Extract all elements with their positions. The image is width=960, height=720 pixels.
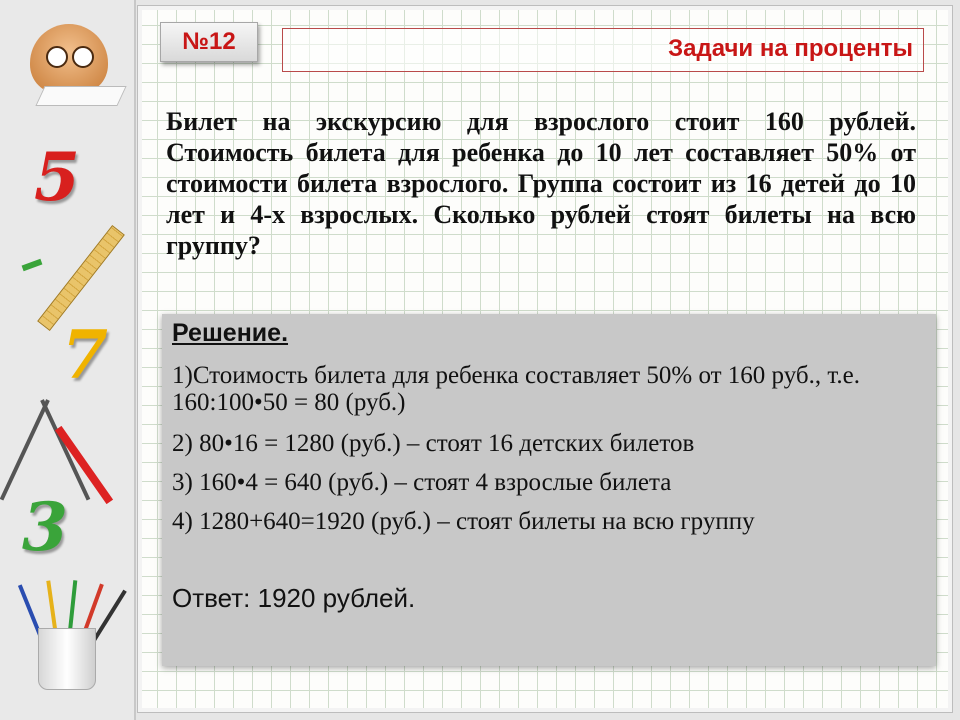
- digit-seven-icon: 7: [62, 316, 108, 394]
- solution-step-1: 1)Стоимость билета для ребенка составляет 50% от 160 руб., т.е. 160:100•50 = 80 (руб.): [172, 362, 861, 416]
- solution-step-4: 4) 1280+640=1920 (руб.) – стоят билеты на всю группу: [172, 508, 755, 535]
- paper-icon: [35, 86, 126, 106]
- answer-text: Ответ: 1920 рублей.: [172, 583, 416, 613]
- digit-five-icon: 5: [34, 138, 80, 216]
- owl-icon: [30, 24, 108, 94]
- digit-three-icon: 3: [22, 488, 68, 566]
- slide-title: Задачи на проценты: [668, 35, 913, 62]
- slide-number-badge: №12: [160, 22, 258, 62]
- solution-heading: Решение.: [172, 319, 289, 347]
- owl-eye-icon: [72, 46, 94, 68]
- owl-eye-icon: [46, 46, 68, 68]
- solution-step-2: 2) 80•16 = 1280 (руб.) – стоят 16 детских билетов: [172, 430, 695, 457]
- pencil-cup-icon: [38, 628, 96, 690]
- solution-step-3: 3) 160•4 = 640 (руб.) – стоят 4 взрослые билета: [172, 469, 672, 496]
- title-box: [282, 28, 924, 72]
- problem-text: Билет на экскурсию для взрослого стоит 160 рублей. Стоимость билета для ребенка до 10 лет составляет 50% от стоимости билета взрослого. Группа состоит из 16 детей до 10 лет и 4-х взрослых. Сколько рублей стоят билеты на всю группу?: [166, 107, 916, 260]
